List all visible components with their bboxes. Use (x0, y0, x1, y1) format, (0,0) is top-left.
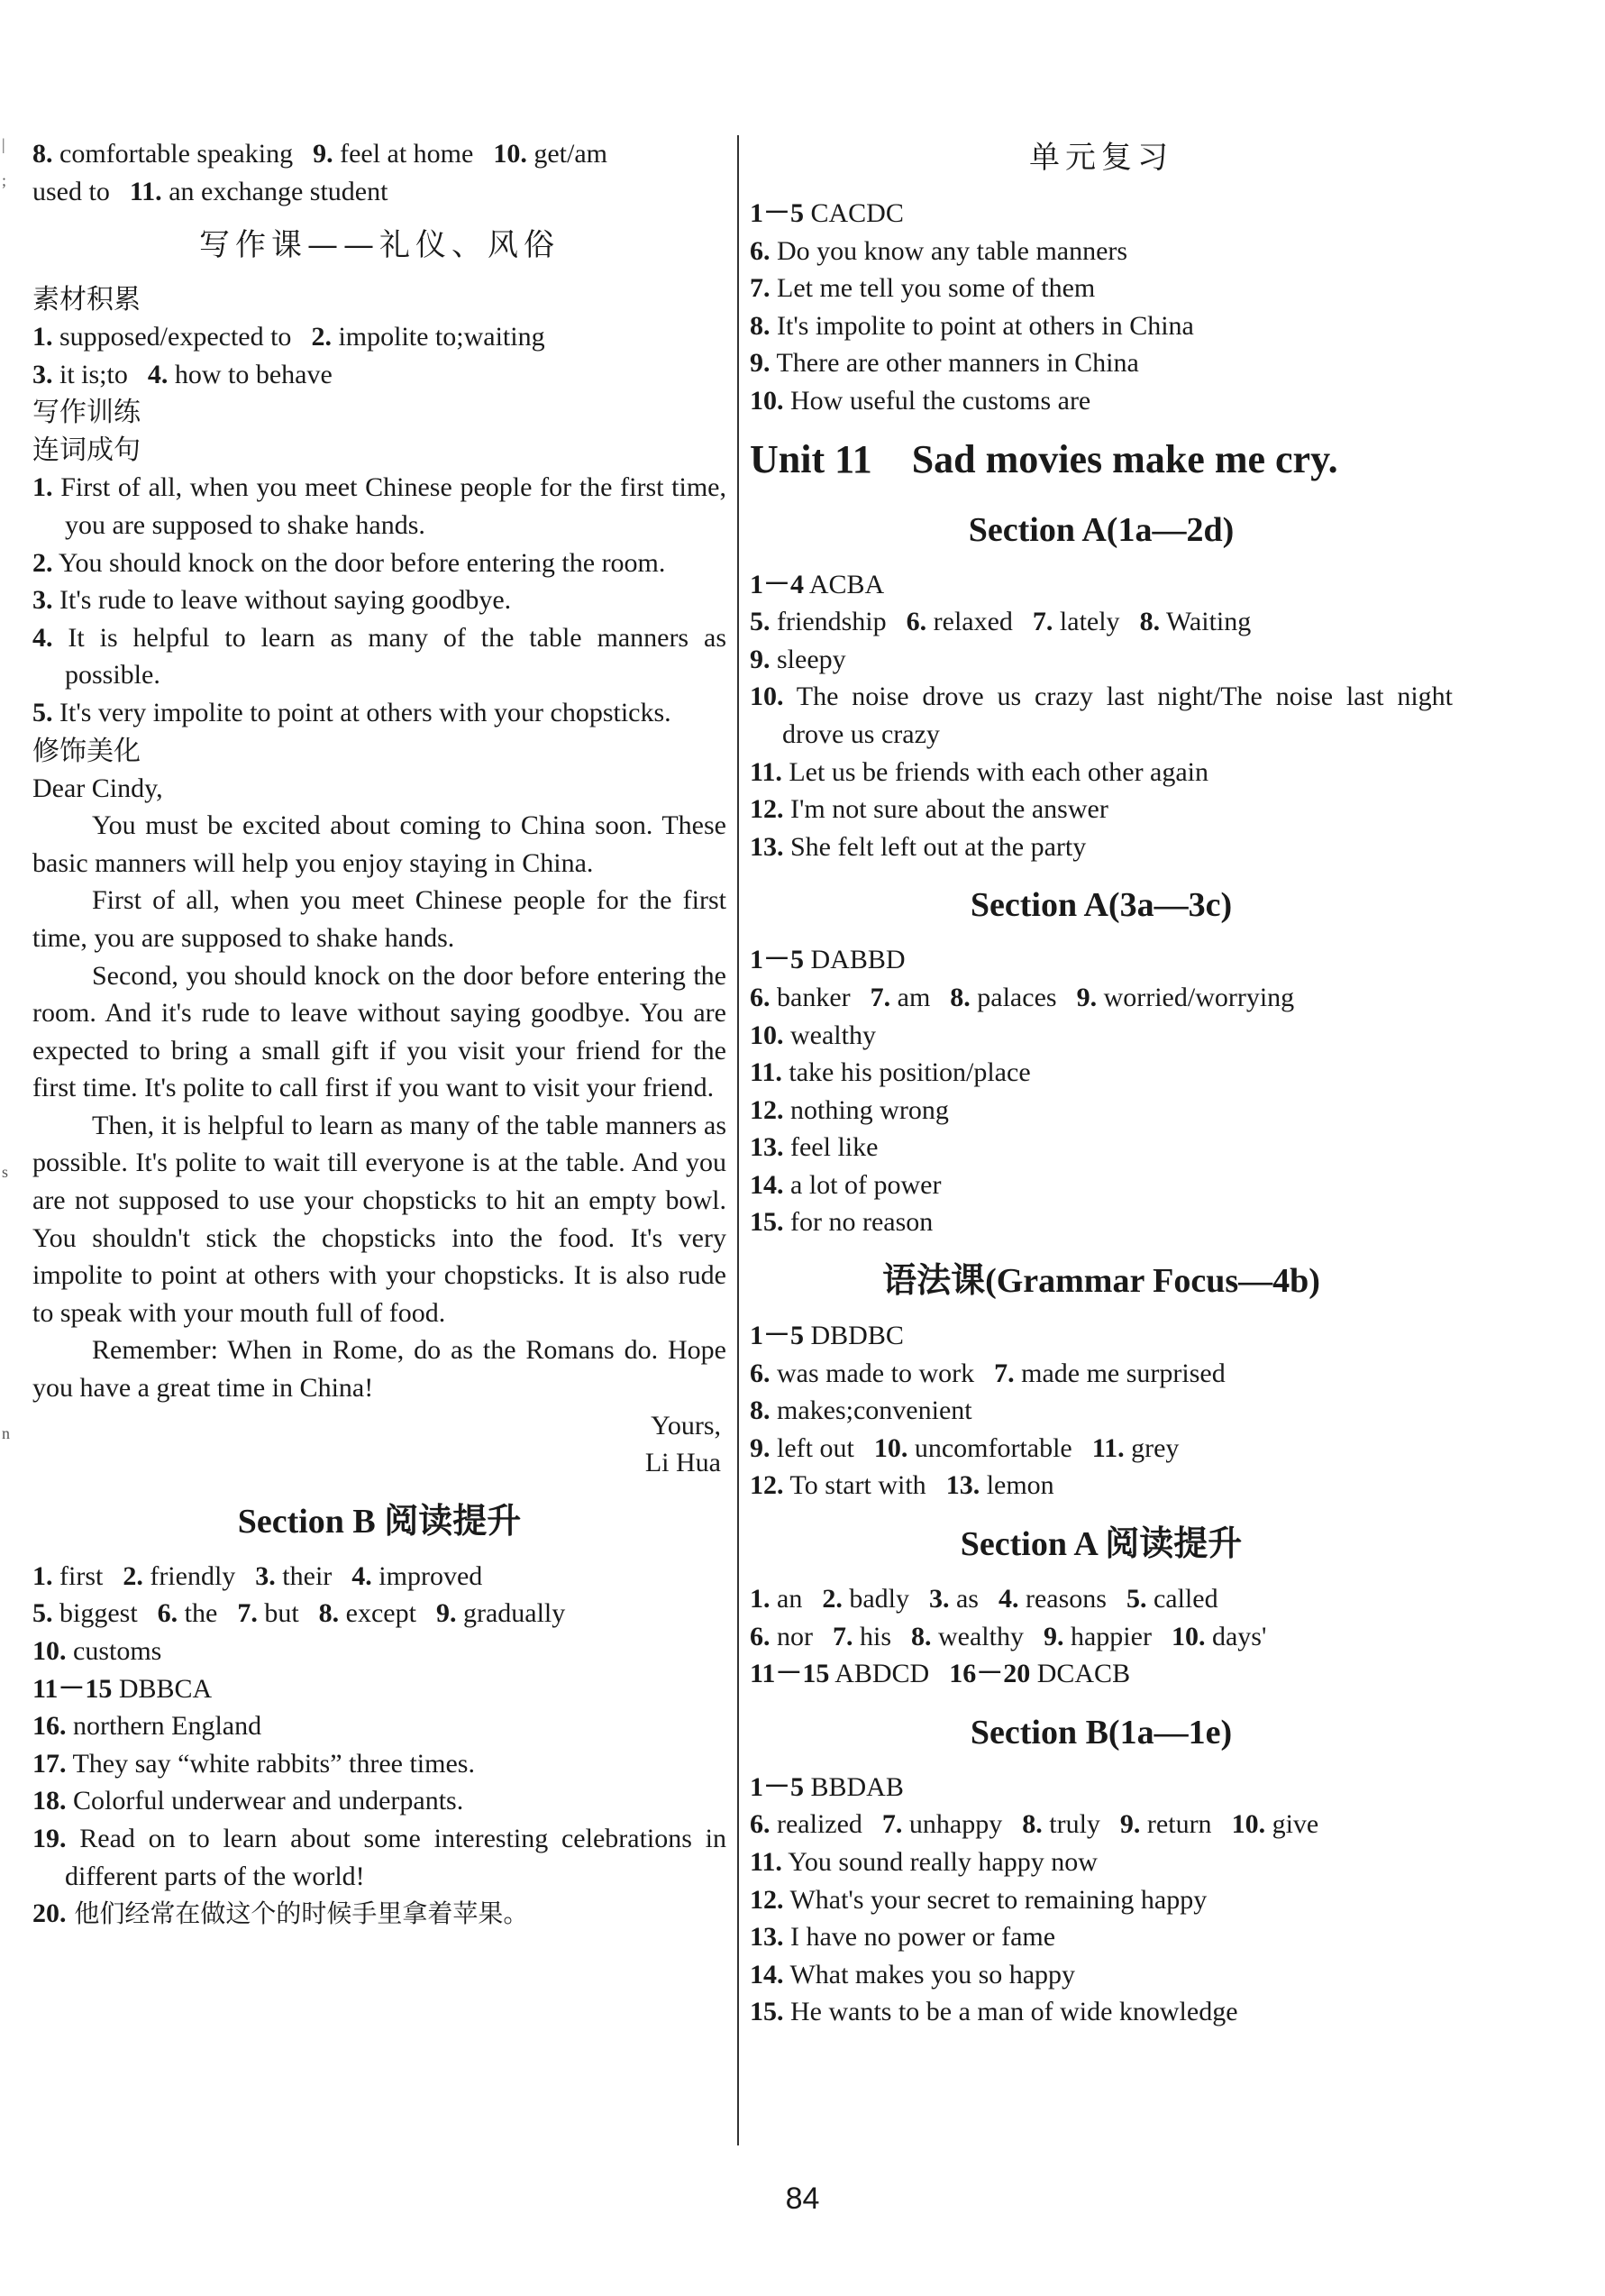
answer-item: 11. grey (1091, 1432, 1180, 1463)
sentence-item: 3. It's rude to leave without saying goodbye. (32, 585, 512, 616)
material-answers (32, 318, 726, 393)
answer-line (750, 1203, 1453, 1241)
answer-line (32, 1707, 726, 1745)
binding-edge-marks: | ; s n (2, 135, 10, 1442)
letter-paragraph-3: Second, you should knock on the door before entering the room. And it's rude to leave without saying goodbye. You are expected to bring a small gift if you visit your friend for the first time. It's polite to call first if you want to visit your friend. (32, 960, 726, 1103)
answer-item: 8. wealthy (911, 1621, 1024, 1651)
answer-item: 8. palaces (950, 982, 1057, 1012)
answer-item: used to (32, 176, 110, 206)
section-a-1a-2d-title: Section A(1a—2d) (968, 510, 1235, 549)
answer-item: 11. You sound really happy now (750, 1847, 1098, 1877)
answer-line (750, 754, 1453, 791)
answer-line (750, 641, 1453, 679)
answer-item: 10. uncomfortable (873, 1432, 1072, 1463)
answer-line (32, 1745, 726, 1783)
answer-item: 7. his (833, 1621, 892, 1651)
answer-line (750, 344, 1453, 382)
answer-line (750, 1769, 1453, 1807)
answer-line (750, 1467, 1453, 1505)
section-a-reading-title: Section A 阅读提升 (960, 1525, 1243, 1564)
answer-item: 9. worried/worrying (1076, 982, 1295, 1012)
answer-item: 11. take his position/place (750, 1057, 1031, 1088)
answer-line (750, 1956, 1453, 1994)
answer-line (750, 828, 1453, 866)
answer-line (750, 979, 1453, 1017)
answer-item: 17. They say “white rabbits” three times. (32, 1748, 475, 1779)
answer-item: 4. improved (351, 1560, 483, 1591)
answer-line (750, 1806, 1453, 1843)
sentence-item: 5. It's very impolite to point at others with your chopsticks. (32, 697, 671, 727)
answer-line (32, 356, 726, 394)
section-a-answer-10: 10. The noise drove us crazy last night/The noise last night drove us crazy (750, 681, 1453, 749)
grammar-focus-title: 语法课(Grammar Focus—4b) (882, 1262, 1320, 1301)
answer-item: 8. truly (1022, 1809, 1100, 1840)
sentence-answers (32, 469, 726, 731)
answer-item: 4. how to behave (147, 359, 333, 389)
answer-item: 8. except (318, 1598, 416, 1629)
answer-line (32, 1670, 726, 1708)
answer-item: 16－20 DCACB (949, 1659, 1131, 1689)
answer-line (750, 941, 1453, 979)
sentence-item: 4. It is helpful to learn as many of the table manners as possible. (32, 622, 726, 691)
answer-item: 6. was made to work (750, 1358, 975, 1388)
answer-item: 14. What makes you so happy (750, 1959, 1076, 1990)
answer-item: 5. called (1126, 1584, 1218, 1615)
answer-item: 3. as (928, 1584, 979, 1615)
answer-item: 8. makes;convenient (750, 1395, 972, 1426)
polish-heading: 修饰美化 (32, 735, 141, 767)
answer-item: 8. comfortable speaking (32, 139, 294, 169)
answer-item: 2. friendly (123, 1560, 236, 1591)
answer-item: 8. It's impolite to point at others in China (750, 310, 1194, 341)
answer-item: 1. an (750, 1584, 803, 1615)
answer-item: 7. am (870, 982, 931, 1012)
answer-item: 10. days' (1171, 1621, 1267, 1651)
answer-item: 7. but (237, 1598, 299, 1629)
answer-item: 9. left out (750, 1432, 854, 1463)
answer-item: 8. Waiting (1139, 607, 1252, 637)
answer-item: 13. I have no power or fame (750, 1922, 1056, 1953)
section-a-3a-3c-title: Section A(3a—3c) (970, 886, 1233, 925)
answer-line (750, 1580, 1453, 1618)
answer-line (750, 1430, 1453, 1468)
answer-item: 3. their (255, 1560, 333, 1591)
answer-item: 6. nor (750, 1621, 813, 1651)
top-answer-lines (32, 135, 726, 210)
answer-line (750, 603, 1453, 641)
unit-name: Sad movies make me cry. (911, 436, 1338, 481)
answer-item: 11－15 ABDCD (750, 1659, 930, 1689)
answer-item: 7. unhappy (881, 1809, 1003, 1840)
letter-greeting: Dear Cindy, (32, 773, 163, 803)
letter-paragraph-1: You must be excited about coming to China soon. These basic manners will help you enjoy staying in China. (32, 810, 726, 878)
answer-item: 11. an exchange student (129, 176, 388, 206)
page-number: 84 (785, 2182, 820, 2216)
answer-line (32, 1595, 726, 1633)
answer-item: 2. impolite to;waiting (311, 322, 545, 352)
answer-line (750, 195, 1453, 233)
writing-lesson-title: 写作课——礼仪、风俗 (199, 227, 560, 264)
answer-line (750, 1054, 1453, 1092)
model-letter (32, 770, 726, 1482)
answer-item: 14. a lot of power (750, 1169, 942, 1200)
answer-item: 1－5 DBDBC (750, 1321, 904, 1351)
answer-line (32, 318, 726, 356)
answer-item: 3. it is;to (32, 359, 128, 389)
answer-item: 9. return (1119, 1809, 1212, 1840)
answer-line (750, 1881, 1453, 1919)
letter-signature: Li Hua (644, 1448, 721, 1478)
letter-paragraph-5: Remember: When in Rome, do as the Romans do. Hope you have a great time in China! (32, 1335, 726, 1404)
left-column (32, 135, 726, 1933)
answer-line (32, 173, 726, 211)
answer-line (750, 1166, 1453, 1204)
answer-item: 1－5 CACDC (750, 198, 904, 228)
letter-closing: Yours, (651, 1410, 721, 1441)
answer-item: 9. There are other manners in China (750, 348, 1139, 379)
answer-item: 9. feel at home (313, 139, 474, 169)
answer-line (750, 233, 1453, 270)
answer-item: 7. lately (1032, 607, 1120, 637)
answer-item: 10. wealthy (750, 1020, 876, 1050)
answer-item: 15. He wants to be a man of wide knowledge (750, 1997, 1238, 2027)
answer-item: 9. gradually (435, 1598, 566, 1629)
answer-item: 7. made me surprised (994, 1358, 1226, 1388)
answer-item: 1－5 DABBD (750, 945, 906, 975)
material-heading: 素材积累 (32, 284, 141, 316)
answer-item: 6. realized (750, 1809, 862, 1840)
answer-line (750, 566, 1453, 604)
answer-line (750, 382, 1453, 420)
unit-review-answers (750, 195, 1453, 420)
answer-line (750, 1017, 1453, 1055)
section-b-answer-20: 20. 他们经常在做这个的时候手里拿着苹果。 (32, 1898, 529, 1929)
answer-item: 6. the (157, 1598, 218, 1629)
answer-item: 4. reasons (998, 1584, 1107, 1615)
answer-line (750, 1092, 1453, 1130)
answer-item: 16. northern England (32, 1711, 262, 1742)
answer-item: 1. supposed/expected to (32, 322, 292, 352)
answer-line (750, 307, 1453, 345)
answer-item: 18. Colorful underwear and underpants. (32, 1786, 464, 1816)
section-b-1a-1e-answers (750, 1769, 1453, 2031)
answer-item: 5. friendship (750, 607, 887, 637)
answer-item: 12. I'm not sure about the answer (750, 794, 1108, 825)
answer-item: 12. To start with (750, 1470, 926, 1501)
answer-item: 9. happier (1043, 1621, 1152, 1651)
answer-line (32, 1633, 726, 1670)
section-a-1a-2d-answers-2 (750, 754, 1453, 866)
letter-paragraph-2: First of all, when you meet Chinese people for the first time, you are supposed to shake hands. (32, 885, 726, 953)
answer-item: 1－4 ACBA (750, 569, 885, 599)
section-b-reading-title: Section B 阅读提升 (237, 1502, 522, 1541)
answer-line (32, 135, 726, 173)
unit-label: Unit 11 (750, 436, 872, 481)
answer-line (750, 1392, 1453, 1430)
answer-item: 1－5 BBDAB (750, 1771, 904, 1802)
section-b-answers (32, 1558, 726, 1820)
answer-line (750, 1355, 1453, 1393)
right-column (750, 135, 1453, 2031)
answer-line (750, 791, 1453, 828)
answer-item: 6. relaxed (906, 607, 1013, 637)
answer-item: 2. badly (822, 1584, 909, 1615)
answer-item: 10. give (1231, 1809, 1319, 1840)
letter-paragraph-4: Then, it is helpful to learn as many of the table manners as possible. It's polite to wait till everyone is at the table. And you are not supposed to use your chopsticks to hit an empty bowl. You shouldn't stick the chopsticks into the food. It's very impolite to point at others with your chopsticks. It is also rude to speak with your mouth full of food. (32, 1110, 726, 1328)
section-a-1a-2d-answers (750, 566, 1453, 679)
answer-item: 10. get/am (493, 139, 607, 169)
answer-item: 13. She felt left out at the party (750, 831, 1087, 862)
answer-item: 6. Do you know any table manners (750, 235, 1128, 266)
answer-line (750, 270, 1453, 307)
answer-item: 9. sleepy (750, 644, 846, 674)
answer-line (32, 1782, 726, 1820)
answer-item: 5. biggest (32, 1598, 138, 1629)
section-a-reading-answers (750, 1580, 1453, 1693)
sentence-item: 2. You should knock on the door before entering the room. (32, 547, 666, 578)
answer-item: 13. feel like (750, 1132, 879, 1163)
section-a-3a-3c-answers (750, 941, 1453, 1241)
sentence-item: 1. First of all, when you meet Chinese people for the first time, you are supposed to shake hands. (32, 472, 726, 540)
answer-item: 12. nothing wrong (750, 1094, 949, 1125)
answer-line (750, 1918, 1453, 1956)
answer-line (750, 1317, 1453, 1355)
answer-item: 11. Let us be friends with each other again (750, 756, 1209, 787)
answer-line (750, 1129, 1453, 1166)
answer-item: 13. lemon (945, 1470, 1054, 1501)
answer-line (32, 1558, 726, 1596)
training-heading: 写作训练 (32, 397, 141, 429)
grammar-focus-answers (750, 1317, 1453, 1505)
unit-review-title: 单元复习 (1029, 140, 1173, 176)
answer-item: 7. Let me tell you some of them (750, 273, 1096, 304)
answer-item: 6. banker (750, 982, 851, 1012)
answer-item: 1. first (32, 1560, 104, 1591)
answer-line (750, 1993, 1453, 2031)
answer-item: 15. for no reason (750, 1207, 934, 1238)
unit-11-title (750, 433, 1453, 487)
answer-item: 10. How useful the customs are (750, 385, 1091, 416)
answer-item: 10. customs (32, 1636, 162, 1666)
section-b-answer-19: 19. Read on to learn about some interesting celebrations in different parts of the world! (32, 1823, 726, 1891)
section-b-1a-1e-title: Section B(1a—1e) (970, 1713, 1233, 1752)
column-divider (737, 135, 739, 2145)
sentence-heading: 连词成句 (32, 435, 141, 467)
answer-line (750, 1618, 1453, 1656)
answer-line (750, 1843, 1453, 1881)
answer-item: 11－15 DBBCA (32, 1673, 213, 1704)
answer-line (750, 1655, 1453, 1693)
answer-item: 12. What's your secret to remaining happy (750, 1884, 1208, 1915)
